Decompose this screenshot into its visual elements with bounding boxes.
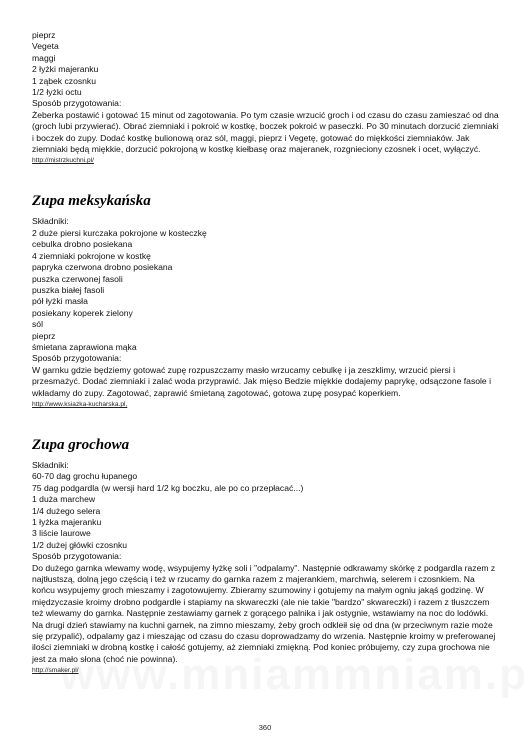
ingredient-line: cebulka drobno posiekana [32, 239, 133, 250]
recipe-title: Zupa meksykańska [32, 193, 151, 210]
ingredient-line: 1 ząbek czosnku [32, 75, 97, 86]
ingredient-line: pieprz [32, 330, 56, 341]
ingredient-line: 1/2 dużej główki czosnku [32, 539, 128, 550]
method-text: W garnku gdzie będziemy gotować zupę rozpuszczamy masło wrzucamy cebulkę i ja zeszklimy, wrzucić piersi i przesmażyć. Dodać ziemniaki i zalać woda przyprawić. Jak mięso Bedzie miękkie dodajemy paprykę, odsączone fasole i wkładamy do zupy. Zagotować, zaprawić śmietaną zagotować, gotowa zupę posypać koperkiem. [32, 364, 492, 398]
recipe-title: Zupa grochowa [32, 436, 130, 453]
ingredient-line: pół łyżki masła [32, 296, 88, 307]
ingredient-line: 60-70 dag grochu łupanego [32, 471, 138, 482]
ingredient-line: 2 łyżki majeranku [32, 64, 99, 75]
ingredient-line: sól [32, 319, 43, 330]
source-link[interactable]: http://mistrzkuchni.pl/ [32, 157, 94, 165]
ingredient-line: papryka czerwona drobno posiekana [32, 262, 173, 273]
ingredient-line: 1/2 łyżki octu [32, 87, 82, 98]
ingredient-line: posiekany koperek zielony [32, 307, 133, 318]
document-page [32, 30, 502, 676]
ingredient-line: 4 ziemniaki pokrojone w kostkę [32, 250, 151, 261]
ingredient-line: 75 dag podgardla (w wersji hard 1/2 kg boczku, ale po co przepłacać...) [32, 482, 304, 493]
recipe-section-3 [32, 436, 502, 676]
ingredient-line: 2 duże piersi kurczaka pokrojone w kosteczkę [32, 227, 207, 238]
method-text: Do dużego garnka wlewamy wodę, wsypujemy łyżkę soli i "odpalamy". Następnie odkrawamy skórkę z podgardla razem z najtłustszą, dolną jego częścią i też w rzucamy do garnka razem z majerankiem, marchwią, selerem i czosnkiem. Na końcu wsypujemy groch mieszamy i zagotowujemy. Zbieramy szumowiny i gotujemy na małym ogniu jakąś godzinę. W międzyczasie kroimy drobno podgardle i stapiamy na skwareczki (ale nie takie "bardzo" skwareczki) i razem z tłuszczem też wlewamy do garnka. Następnie zestawiamy garnek z gorącego palnika i jak ostygnie, wstawiamy na noc do lodówki. Na drugi dzień stawiamy na kuchni garnek, na zimno mieszamy, żeby groch odkleił się od dna (w przeciwnym razie może się przypalić), odpalamy gaz i mieszając od czasu do czasu doprowadzamy do wrzenia. Następnie kroimy w preferowanej ilości ziemniaki w drobną kostkę i całość gotujemy, aż ziemniaki zmiękną. Pod koniec próbujemy, czy zupa grochowa nie jest za mało słona (choć nie powinna). [32, 562, 496, 664]
recipe-section-2 [32, 192, 502, 410]
ingredient-line: pieprz [32, 30, 56, 40]
ingredient-line: 1 łyżka majeranku [32, 517, 102, 527]
ingredient-line: 3 liście laurowe [32, 528, 91, 539]
ingredient-line: Vegeta [32, 41, 59, 52]
ingredient-line: maggi [32, 52, 56, 63]
page-number: 360 [258, 723, 272, 732]
source-link[interactable]: http://www.ksiazka-kucharska.pl, [32, 400, 128, 408]
ingredients-label: Składniki: [32, 459, 69, 470]
recipe-section-1 [32, 30, 502, 166]
ingredient-line: śmietana zaprawiona mąka [32, 341, 137, 352]
method-label: Sposób przygotowania: [32, 353, 122, 364]
ingredient-line: 1 duża marchew [32, 494, 96, 505]
method-label: Sposób przygotowania: [32, 98, 122, 109]
method-text: Żeberka postawić i gotować 15 minut od zagotowania. Po tym czasie wrzucić groch i od czasu do czasu zamieszać od dna (groch lubi przywierać). Obrać ziemniaki i pokroić w kostkę, boczek pokroić w paseczki. Po 30 minutach dorzucić ziemniaki i boczek do zupy. Dodać kostkę bulionową oraz sól, maggi, pieprz i Vegetę, gotować do miękkości ziemniaków. Jak ziemniaki będą miękkie, dorzucić pokrojoną w kostkę kiełbasę oraz majeranek, rozgnieciony czosnek i ocet, wyłączyć. [32, 109, 499, 155]
ingredient-line: puszka białej fasoli [32, 284, 105, 295]
source-link[interactable]: http://smaker.pl/ [32, 667, 79, 675]
method-label: Sposób przygotowania: [32, 551, 122, 562]
ingredient-line: 1/4 dużego selera [32, 505, 101, 516]
ingredient-line: puszka czerwonej fasoli [32, 273, 123, 284]
ingredients-label: Składniki: [32, 216, 69, 227]
